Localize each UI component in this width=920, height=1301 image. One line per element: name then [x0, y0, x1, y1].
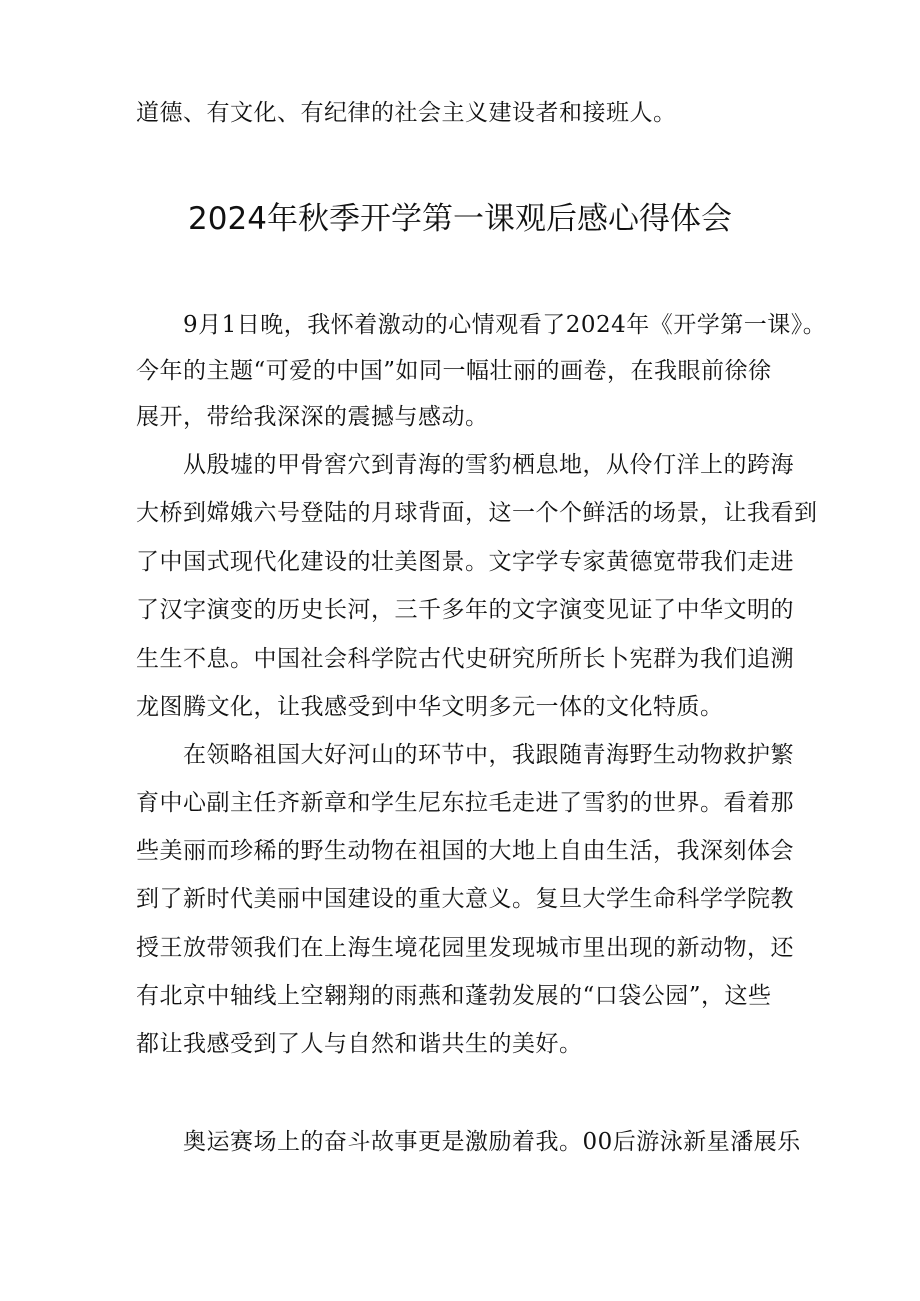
paragraph3-line: 到了新时代美丽中国建设的重大意义。复旦大学生命科学学院教 — [136, 886, 794, 912]
paragraph3-line: 育中心副主任齐新章和学生尼东拉毛走进了雪豹的世界。看着那 — [136, 790, 794, 816]
fragment-top-line: 道德、有文化、有纪律的社会主义建设者和接班人。 — [136, 100, 677, 126]
paragraph1-line: 展开，带给我深深的震撼与感动。 — [136, 404, 489, 430]
paragraph1-line: 9月1日晚，我怀着激动的心情观看了2024年《开学第一课》。 — [183, 312, 827, 338]
paragraph2-line: 了汉字演变的历史长河，三千多年的文字演变见证了中华文明的 — [136, 597, 794, 623]
paragraph2-line: 龙图腾文化，让我感受到中华文明多元一体的文化特质。 — [136, 694, 724, 720]
paragraph4-line: 奥运赛场上的奋斗故事更是激励着我。00后游泳新星潘展乐 — [183, 1129, 801, 1155]
paragraph1-line: 今年的主题“可爱的中国”如同一幅壮丽的画卷，在我眼前徐徐 — [136, 358, 772, 384]
paragraph2-line: 生生不息。中国社会科学院古代史研究所所长卜宪群为我们追溯 — [136, 646, 794, 672]
paragraph3-line: 都让我感受到了人与自然和谐共生的美好。 — [136, 1031, 583, 1057]
paragraph3-line: 授王放带领我们在上海生境花园里发现城市里出现的新动物，还 — [136, 935, 794, 961]
paragraph3-line: 有北京中轴线上空翱翔的雨燕和蓬勃发展的“口袋公园”，这些 — [136, 983, 772, 1009]
paragraph2-line: 从殷墟的甲骨窖穴到青海的雪豹栖息地，从伶仃洋上的跨海 — [183, 452, 794, 478]
page-title: 2024年秋季开学第一课观后感心得体会 — [188, 201, 732, 237]
paragraph2-line: 大桥到嫦娥六号登陆的月球背面，这一个个鲜活的场景，让我看到 — [136, 500, 818, 526]
paragraph3-line: 在领略祖国大好河山的环节中，我跟随青海野生动物救护繁 — [183, 742, 794, 768]
paragraph2-line: 了中国式现代化建设的壮美图景。文字学专家黄德宽带我们走进 — [136, 549, 794, 575]
paragraph3-line: 些美丽而珍稀的野生动物在祖国的大地上自由生活，我深刻体会 — [136, 838, 794, 864]
